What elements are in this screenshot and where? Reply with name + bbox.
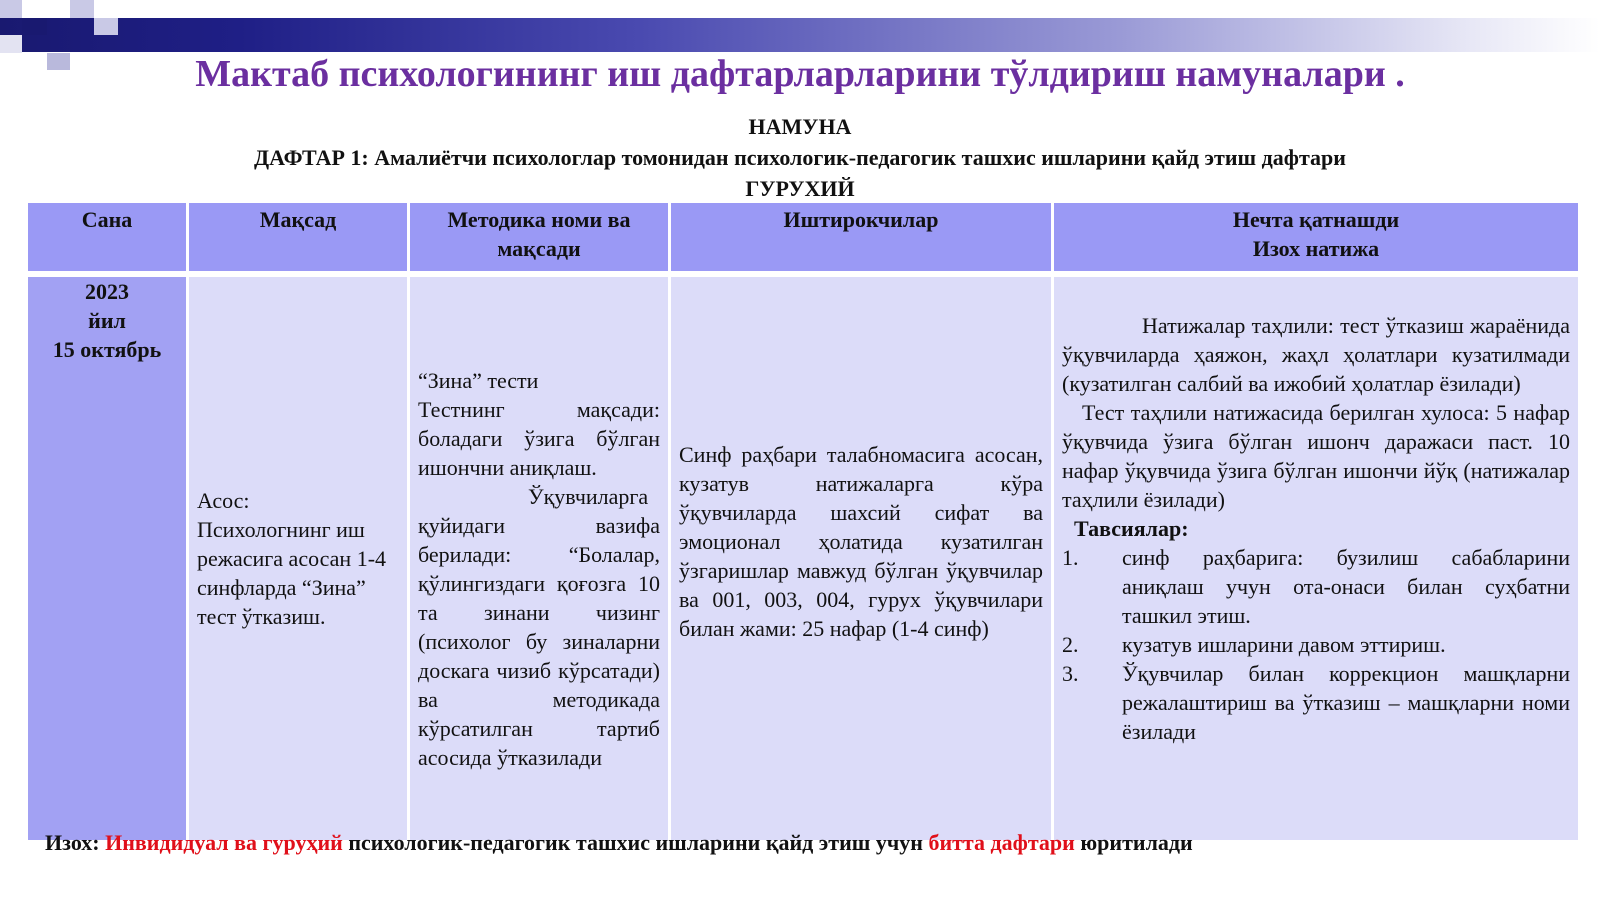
- date-word: йил: [88, 308, 126, 333]
- list-item: [1062, 543, 1570, 630]
- footnote-prefix: Изох:: [45, 830, 106, 855]
- sample-label: НАМУНА: [748, 114, 852, 139]
- participants-cell: [671, 277, 1051, 840]
- footnote: [45, 830, 1193, 856]
- list-item-number: 3.: [1062, 661, 1079, 686]
- method-purpose: Тестнинг мақсади: боладаги ўзига бўлган ишончни аниқлаш.: [418, 396, 660, 480]
- table-row: [28, 277, 1578, 840]
- list-item: [1062, 630, 1570, 659]
- column-header-goal: Мақсад: [189, 203, 407, 277]
- participants-text: Синф раҳбари талабномасига асосан, кузатув натижаларга кўра ўқувчиларда шахсий сифат ва эмоционал ҳолатида кузатилган ўзгаришлар мавжуд бўлган ўқувчилар ва 001, 003, 004, гурух ўқувчилари билан жами: 25 нафар (1-4 синф): [679, 442, 1043, 641]
- list-item-text: кузатув ишларини давом эттириш.: [1122, 632, 1446, 657]
- goal-label: Асос:: [197, 488, 250, 513]
- decor-square: [94, 18, 118, 35]
- method-cell: [410, 277, 668, 840]
- recommendations-label: Тавсиялар:: [1074, 516, 1189, 541]
- recommendations-list: [1062, 543, 1570, 746]
- result-cell: [1054, 277, 1578, 840]
- date-cell: [28, 277, 186, 840]
- goal-text: Психологнинг иш режасига асосан 1-4 синфларда “Зина” тест ўтказиш.: [197, 517, 387, 629]
- column-header-result: Нечта қатнашди Изох натижа: [1054, 203, 1578, 277]
- result-conclusion: Тест таҳлили натижасида берилган хулоса: 5 нафар ўқувчида ўзига бўлган ишонч даражаси паст. 10 нафар ўқувчида ўзига бўлган ишончи йўқ (натижалар таҳлили ёзилади): [1062, 400, 1570, 512]
- notebook-title: ДАФТАР 1: Амалиётчи психологлар томонидан психологик-педагогик ташхис ишларини қайд этиш дафтари: [254, 145, 1346, 170]
- result-analysis: Натижалар таҳлили: тест ўтказиш жараёнида ўқувчиларда ҳаяжон, жаҳл ҳолатлари кузатилмади (кузатилган салбий ва ижобий ҳолатлар ёзилади): [1062, 313, 1570, 396]
- decor-square: [0, 35, 22, 53]
- footnote-suffix: юритилади: [1074, 830, 1193, 855]
- method-title: “Зина” тести: [418, 367, 539, 393]
- journal-table: [25, 203, 1581, 840]
- decor-square: [70, 0, 94, 18]
- date-year: 2023: [85, 279, 129, 304]
- decor-square: [22, 18, 47, 35]
- footnote-highlight: Инвидидуал ва гуруҳий: [105, 830, 343, 855]
- table-header-row: [28, 203, 1578, 277]
- footnote-highlight: битта дафтари: [928, 830, 1075, 855]
- date-day: 15 октябрь: [52, 337, 162, 362]
- column-header-method: Методика номи ва мақсади: [410, 203, 668, 277]
- header-band: [0, 18, 1600, 52]
- column-header-participants: Иштирокчилар: [671, 203, 1051, 277]
- column-header-date: Сана: [28, 203, 186, 277]
- list-item-number: 2.: [1062, 632, 1079, 657]
- goal-cell: [189, 277, 407, 840]
- group-label: ГУРУХИЙ: [745, 176, 855, 201]
- decor-square: [0, 0, 22, 18]
- list-item: [1062, 659, 1570, 746]
- list-item-number: 1.: [1062, 545, 1079, 570]
- list-item-text: Ўқувчилар билан коррекцион машқларни режалаштириш ва ўтказиш – машқларни номи ёзилади: [1122, 661, 1570, 744]
- method-task: Ўқувчиларга қуйидаги вазифа берилади: “Болалар, қўлингиздаги қоғозга 10 та зинани чизинг (психолог бу зиналарни доскага чизиб кўрсатади) ва методикада кўрсатилган тартиб асосида ўтказилади: [418, 483, 660, 770]
- footnote-text: психологик-педагогик ташхис ишларини қайд этиш учун: [342, 830, 929, 855]
- list-item-text: синф раҳбарига: бузилиш сабабларини аниқлаш учун ота-онаси билан суҳбатни ташкил этиш.: [1122, 545, 1570, 628]
- page-title: Мактаб психологининг иш дафтарларларини тўлдириш намуналари .: [195, 53, 1405, 95]
